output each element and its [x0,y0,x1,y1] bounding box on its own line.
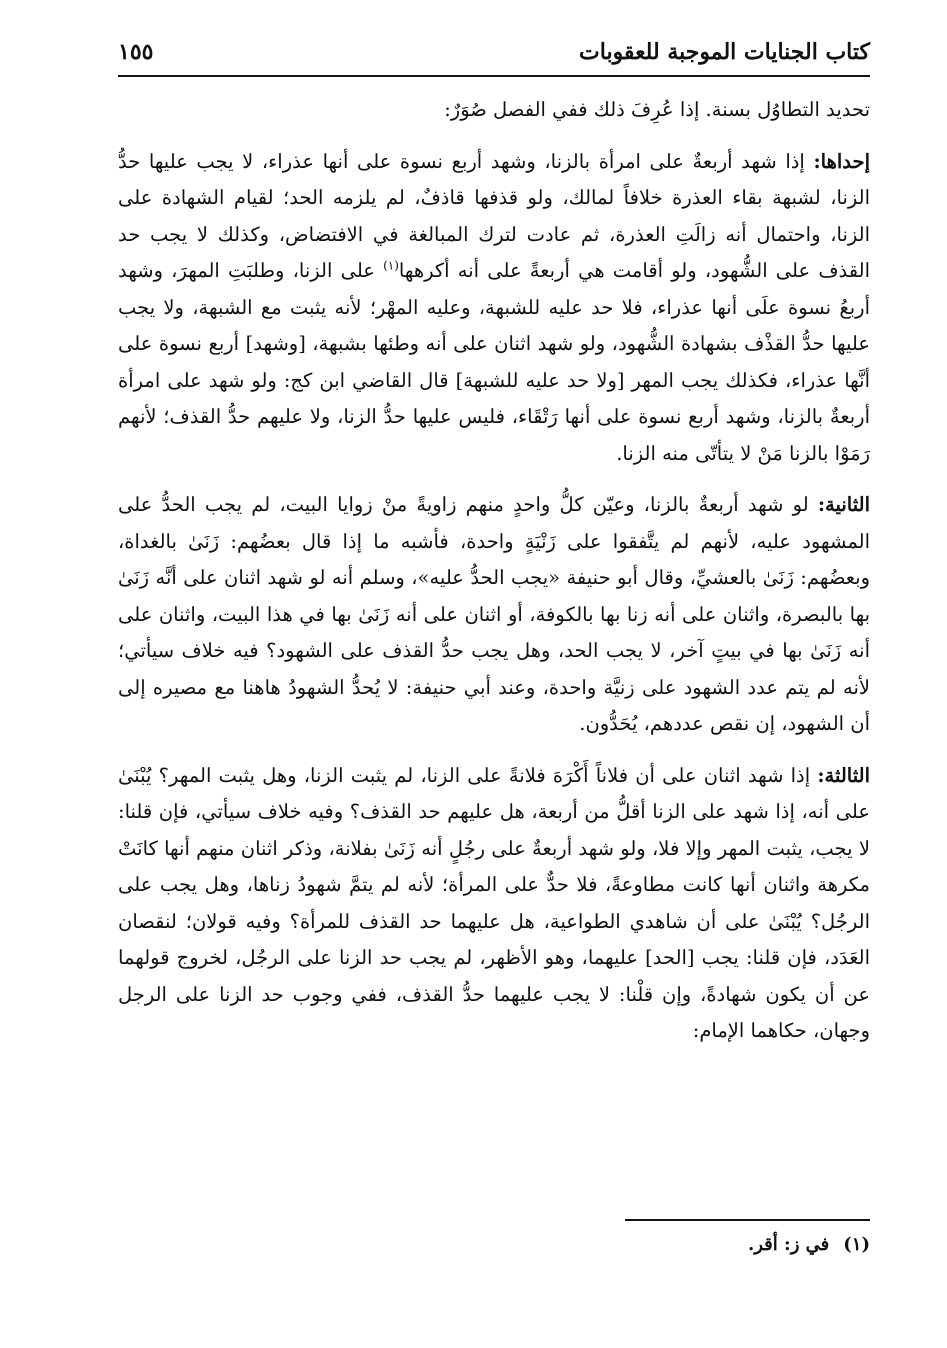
page-body [118,92,870,1065]
section-paragraph-2 [118,487,870,743]
footnote-divider [625,1219,870,1221]
running-title: كتاب الجنايات الموجبة للعقوبات [579,39,870,65]
section-label-2: الثانية: [817,493,870,516]
section-text-3: إذا شهد اثنان على أن فلاناً أَكْرَهَ فلانةً على الزنا، لم يثبت الزنا، وهل يثبت المهر؟ يُبْنَىٰ على أنه، إذا شهد على الزنا أقلُّ من أربعة، هل عليهم حد القذف؟ وفيه خلاف سيأتي، فإن قلنا: لا يجب، يثبت المهر وإلا فلا، ولو شهد أربعةٌ على رجُلٍ أنه زَنَىٰ بفلانة، وذكر اثنان منهم أنها كانَتْ مكرهة واثنان أنها كانت مطاوعةً، فلا حدٌّ على المرأة؛ لأنه لم يتمَّ شهودُ زناها، وهل يجب على الرجُل؟ يُبْنَىٰ على أن شاهدي الطواعية، هل عليهما حد القذف للمرأة؟ وفيه قولان؛ لنقصان العَدَد، فإن قلنا: يجب [الحد] عليهما، وهو الأظهر، لم يجب حد الزنا على الرجُل، لخروج قولهما عن أن يكون شهادةً، وإن قلْنا: لا يجب عليهما حدُّ القذف، ففي وجوب حد الزنا على الرجل وجهان، حكاهما الإمام: [118,763,870,1042]
footnote-text: في ز: أقر. [747,1234,830,1255]
section-paragraph-1 [118,144,870,473]
section-text-2: لو شهد أربعةٌ بالزنا، وعيّن كلُّ واحدٍ منهم زاويةً منْ زوايا البيت، لم يجب الحدُّ على المشهود عليه، لأنهم لم يتَّفقوا على زَنْيَةٍ واحدة، فأشبه ما إذا قال بعضُهم: زَنَىٰ بالغداة، وبعضُهم: زَنَىٰ بالعشيِّ، وقال أبو حنيفة «يجب الحدُّ عليه»، وسلم أنه لو شهد اثنان على أنَّه زَنَىٰ بها بالبصرة، واثنان على أنه زنا بها بالكوفة، أو اثنان على أنه زَنَىٰ بها في هذا البيت، واثنان على أنه زَنَىٰ بها في بيتٍ آخر، لا يجب الحد، وهل يجب حدُّ القذف على الشهود؟ فيه خلاف سيأتي؛ لأنه لم يتم عدد الشهود على زنيَّة واحدة، وعند أبي حنيفة: لا يُحدُّ الشهودُ هاهنا مع مصيره إلى أن الشهود، إن نقص عددهم، يُحَدُّون. [118,493,870,735]
footnote-ref[interactable]: (١) [383,258,399,273]
page-number: ١٥٥ [118,39,154,65]
footnote [270,1230,870,1260]
section-text-1a: إذا شهد أربعةٌ على امرأة بالزنا، وشهد أربع نسوة على أنها عذراء، لا يجب عليها حدُّ الزنا، لشبهة بقاء العذرة خلافاً لمالك، ولو قذفها قاذفٌ، لم يلزمه الحد؛ لقيام الشهادة على الزنا، واحتمال أنه زالَتِ العذرة، ثم عادت لترك المبالغة في الافتضاض، وكذلك لا يجب حد القذف على الشُّهود، ولو أقامت هي أربعةً على أنه أكرهها [118,149,871,282]
section-label-3: الثالثة: [817,763,870,787]
footnote-number: (١) [843,1234,870,1255]
section-text-1b: على الزنا، وطلبَتِ المهرَ، وشهد أربعُ نسوة علَى أنها عذراء، فلا حد عليه للشبهة، وعليه المهْر؛ لأنه يثبت مع الشبهة، ولا يجب عليها حدُّ القذْف بشهادة الشُّهود، ولو شهد اثنان على أنه وطئها بشبهة، [وشهد] أربع نسوة على أنَّها عذراء، فكذلك يجب المهر [ولا حد عليه للشبهة] قال القاضي ابن كج: ولو شهد على امرأة أربعةٌ بالزنا، وشهد أربع نسوة على أنها رَتْقَاء، فليس عليها حدُّ الزنا، ولا عليهم حدُّ القذف؛ لأنهم رَمَوْا بالزنا مَنْ لا يتأتّى منه الزنا. [118,259,870,465]
section-label-1: إحداها: [813,149,870,173]
intro-paragraph [118,92,870,129]
intro-text: تحديد التطاوُل بسنة. إذا عُرِفَ ذلك ففي الفصل صُوَرٌ: [444,98,870,121]
page-header [118,33,870,77]
section-paragraph-3 [118,758,870,1050]
